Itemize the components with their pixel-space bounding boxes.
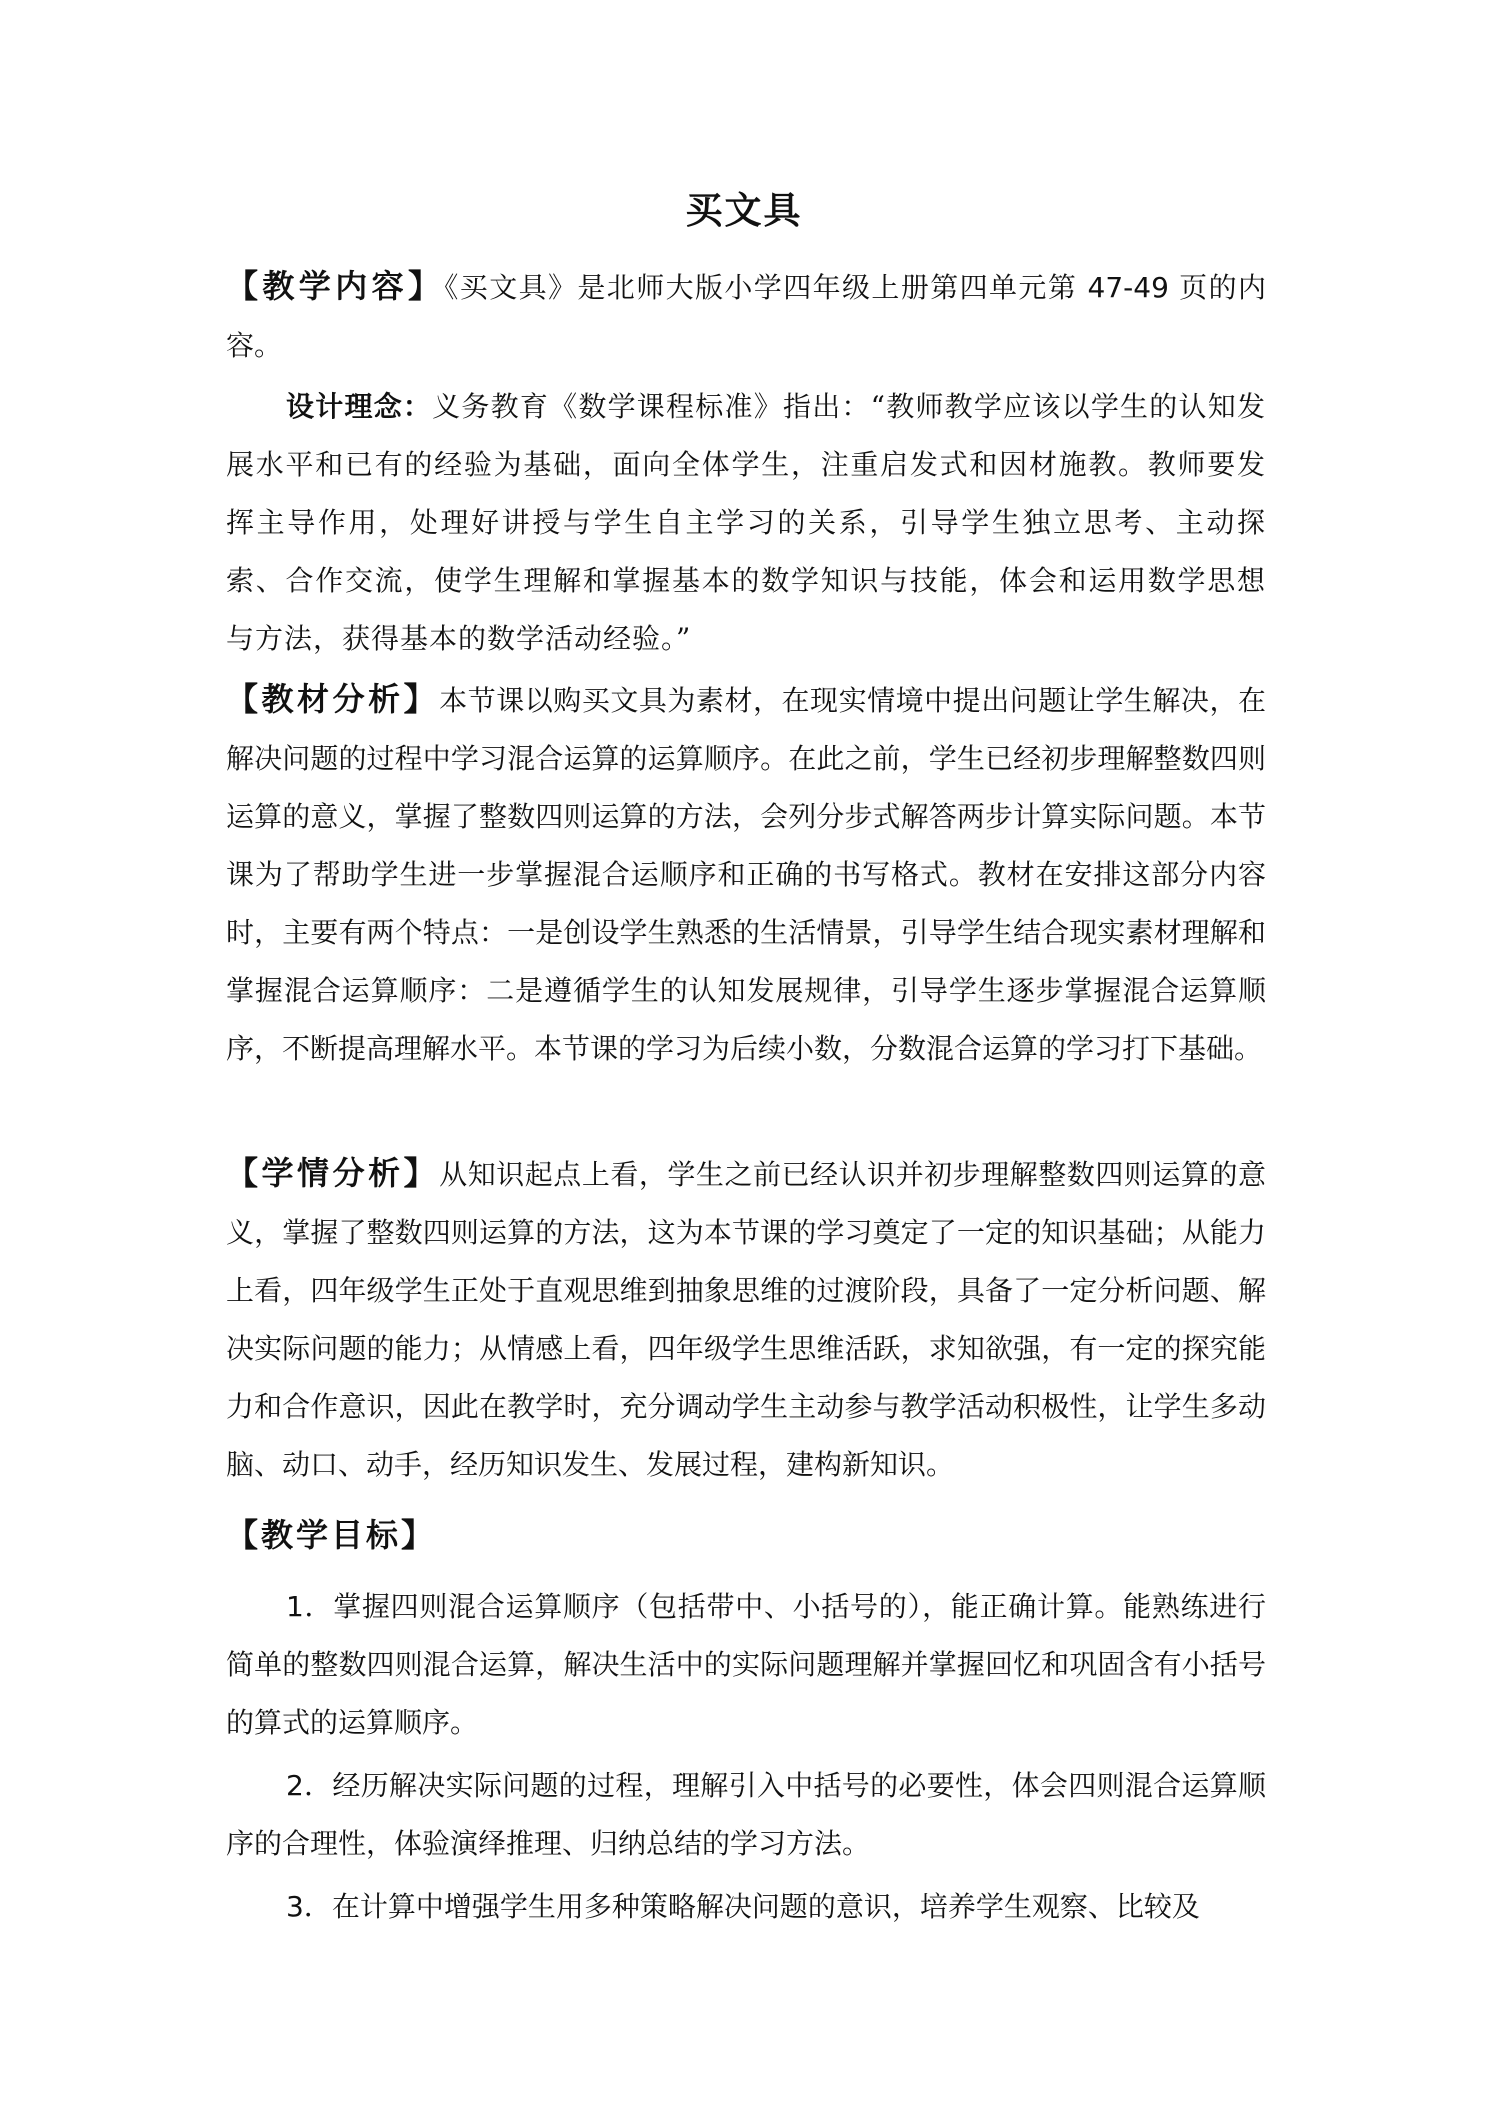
teaching-goals-heading: 【教学目标】 (226, 1516, 437, 1554)
teaching-content-heading: 【教学内容】 (226, 267, 445, 305)
teaching-content-text: 《买文具》是北师大版小学四年级上册第四单元第 47-49 页的内容。 (226, 271, 1266, 362)
goal-item-3: 3．在计算中增强学生用多种策略解决问题的意识，培养学生观察、比较及 (286, 1890, 1200, 1923)
design-concept-label: 设计理念： (286, 390, 433, 423)
teaching-content-paragraph (226, 257, 1266, 375)
goal-item-2: 2．经历解决实际问题的过程，理解引入中括号的必要性，体会四则混合运算顺序的合理性，体验演绎推理、归纳总结的学习方法。 (226, 1769, 1266, 1860)
student-analysis-heading: 【学情分析】 (226, 1154, 440, 1192)
goal-item-1: 1．掌握四则混合运算顺序（包括带中、小括号的），能正确计算。能熟练进行简单的整数四则混合运算，解决生活中的实际问题理解并掌握回忆和巩固含有小括号的算式的运算顺序。 (226, 1590, 1266, 1739)
student-analysis-text: 从知识起点上看，学生之前已经认识并初步理解整数四则运算的意义，掌握了整数四则运算的方法，这为本节课的学习奠定了一定的知识基础；从能力上看，四年级学生正处于直观思维到抽象思维的过渡阶段，具备了一定分析问题、解决实际问题的能力；从情感上看，四年级学生思维活跃，求知欲强，有一定的探究能力和合作意识，因此在教学时，充分调动学生主动参与教学活动积极性，让学生多动脑、动口、动手，经历知识发生、发展过程，建构新知识。 (226, 1158, 1266, 1481)
design-concept-paragraph (226, 378, 1266, 668)
material-analysis-heading: 【教材分析】 (226, 680, 440, 718)
material-analysis-text: 本节课以购买文具为素材，在现实情境中提出问题让学生解决，在解决问题的过程中学习混合运算的运算顺序。在此之前，学生已经初步理解整数四则运算的意义，掌握了整数四则运算的方法，会列分步式解答两步计算实际问题。本节课为了帮助学生进一步掌握混合运顺序和正确的书写格式。教材在安排这部分内容时，主要有两个特点：一是创设学生熟悉的生活情景，引导学生结合现实素材理解和掌握混合运算顺序：二是遵循学生的认知发展规律，引导学生逐步掌握混合运算顺序，不断提高理解水平。本节课的学习为后续小数，分数混合运算的学习打下基础。 (226, 684, 1266, 1065)
student-analysis-paragraph (226, 1144, 1266, 1494)
material-analysis-paragraph (226, 670, 1266, 1078)
design-concept-text: 义务教育《数学课程标准》指出：“教师教学应该以学生的认知发展水平和已有的经验为基础，面向全体学生，注重启发式和因材施教。教师要发挥主导作用，处理好讲授与学生自主学习的关系，引导学生独立思考、主动探索、合作交流，使学生理解和掌握基本的数学知识与技能，体会和运用数学思想与方法，获得基本的数学活动经验。” (226, 390, 1266, 655)
page-title: 买文具 (685, 189, 803, 232)
